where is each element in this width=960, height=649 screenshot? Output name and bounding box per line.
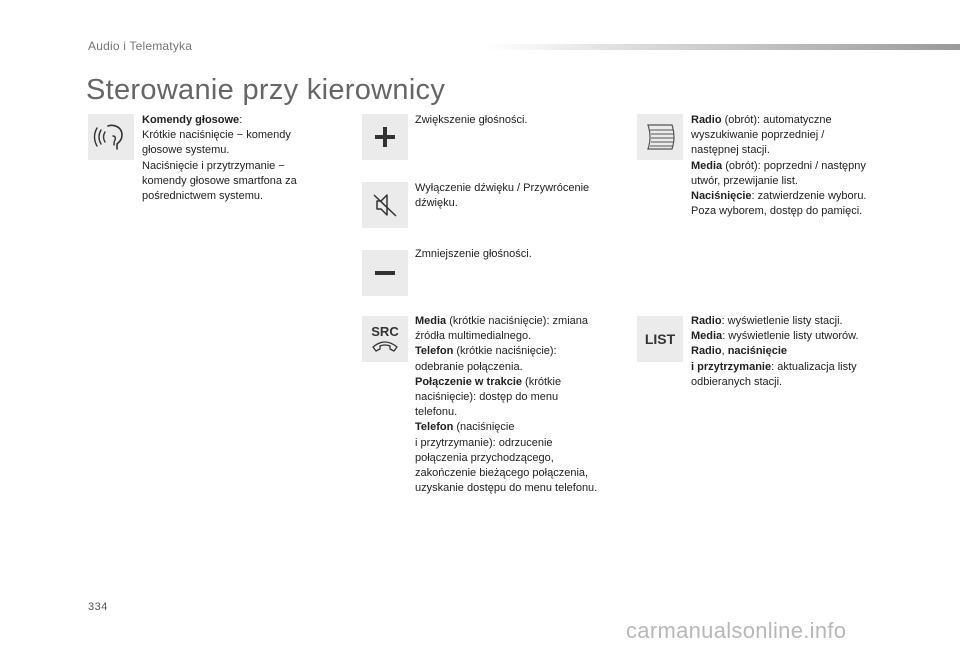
text-segment: : wyświetlenie listy stacji. bbox=[721, 315, 843, 327]
text-segment: dźwięku. bbox=[415, 197, 458, 210]
text-segment: źródła multimedialnego. bbox=[415, 330, 532, 343]
text-segment: (krótkie naciśnięcie): zmiana bbox=[446, 315, 589, 327]
text-line bbox=[691, 344, 901, 359]
text-segment: wyszukiwanie poprzedniej / bbox=[691, 129, 825, 142]
text-line bbox=[415, 405, 630, 420]
text-line bbox=[415, 181, 625, 196]
text-line bbox=[415, 466, 630, 481]
text-segment: następnej stacji. bbox=[691, 144, 770, 157]
text-line bbox=[415, 360, 630, 375]
text-segment: : aktualizacja listy bbox=[771, 360, 857, 373]
section-header: Audio i Telematyka bbox=[88, 39, 193, 53]
text-segment: (obrót): poprzedni / następny bbox=[722, 159, 866, 172]
page-number: 334 bbox=[88, 601, 108, 613]
text-line bbox=[691, 204, 901, 219]
text-line bbox=[415, 196, 625, 211]
src-icon-label: SRC bbox=[371, 324, 399, 339]
text-line bbox=[142, 113, 332, 128]
text-segment: : zatwierdzenie wyboru. bbox=[751, 190, 867, 203]
text-line bbox=[142, 174, 332, 189]
minus-icon bbox=[362, 250, 408, 296]
text-line bbox=[415, 481, 630, 496]
text-segment: komendy głosowe smartfona za bbox=[142, 174, 297, 187]
list-description bbox=[691, 314, 901, 390]
text-segment: : bbox=[239, 114, 243, 126]
mute-description bbox=[415, 181, 625, 211]
text-line bbox=[691, 314, 901, 329]
text-line bbox=[415, 247, 625, 262]
text-line bbox=[415, 420, 630, 435]
list-icon bbox=[637, 316, 683, 362]
text-line bbox=[415, 329, 630, 344]
text-segment: Wyłączenie dźwięku / Przywrócenie bbox=[415, 182, 590, 194]
text-line bbox=[415, 390, 630, 405]
text-line bbox=[691, 143, 901, 158]
bold-term: Media bbox=[415, 315, 447, 327]
bold-term: Telefon bbox=[415, 421, 454, 434]
text-segment: odbieranych stacji. bbox=[691, 375, 783, 388]
voice-command-icon bbox=[88, 114, 134, 160]
bold-term: Radio bbox=[691, 345, 722, 358]
bold-term: Media bbox=[691, 159, 723, 172]
text-segment: , bbox=[721, 345, 728, 358]
mute-icon bbox=[362, 182, 408, 228]
text-line bbox=[691, 375, 901, 390]
text-line bbox=[415, 451, 630, 466]
page-title: Sterowanie przy kierownicy bbox=[86, 74, 446, 106]
text-line bbox=[691, 360, 901, 375]
bold-term: naciśnięcie bbox=[727, 345, 788, 358]
text-line bbox=[691, 329, 901, 344]
text-line bbox=[415, 113, 625, 128]
text-segment: naciśnięcie): dostęp do menu bbox=[415, 391, 559, 404]
text-line bbox=[691, 128, 901, 143]
text-segment: głosowe systemu. bbox=[142, 144, 230, 157]
text-line bbox=[691, 189, 901, 204]
list-icon-label: LIST bbox=[644, 331, 676, 347]
text-line bbox=[415, 375, 630, 390]
text-segment: (naciśnięcie bbox=[453, 421, 515, 434]
text-segment: (obrót): automatyczne bbox=[721, 114, 832, 126]
text-line bbox=[415, 314, 630, 329]
text-segment: Poza wyborem, dostęp do pamięci. bbox=[691, 205, 863, 218]
text-segment: telefonu. bbox=[415, 406, 458, 419]
bold-term: Telefon bbox=[415, 345, 454, 358]
bold-term: Media bbox=[691, 330, 723, 343]
volume-down-description bbox=[415, 247, 625, 262]
text-segment: utwór, przewijanie list. bbox=[691, 174, 798, 187]
text-segment: (krótkie bbox=[522, 375, 562, 388]
bold-term: Połączenie w trakcie bbox=[415, 375, 522, 388]
text-segment: pośrednictwem systemu. bbox=[142, 190, 264, 203]
header-divider bbox=[487, 44, 960, 50]
text-segment: : wyświetlenie listy utworów. bbox=[722, 330, 859, 343]
text-segment: (krótkie naciśnięcie): bbox=[453, 345, 557, 358]
bold-term: Naciśnięcie bbox=[691, 190, 752, 203]
watermark: carmanualsonline.info bbox=[626, 618, 847, 643]
src-phone-icon bbox=[362, 316, 408, 362]
bold-term: Radio bbox=[691, 315, 722, 327]
bold-term: i przytrzymanie bbox=[691, 360, 772, 373]
text-line bbox=[142, 189, 332, 204]
plus-icon bbox=[362, 114, 408, 160]
text-line bbox=[691, 113, 901, 128]
thumbwheel-description bbox=[691, 113, 901, 219]
bold-term: Radio bbox=[691, 114, 722, 126]
text-segment: uzyskanie dostępu do menu telefonu. bbox=[415, 482, 598, 495]
text-segment: zakończenie bieżącego połączenia, bbox=[415, 467, 589, 480]
text-segment: połączenia przychodzącego, bbox=[415, 451, 554, 464]
text-segment: Naciśnięcie i przytrzymanie − bbox=[142, 159, 285, 172]
thumbwheel-icon bbox=[637, 114, 683, 160]
text-line bbox=[691, 174, 901, 189]
src-description bbox=[415, 314, 630, 496]
text-line bbox=[142, 143, 332, 158]
text-segment: Krótkie naciśnięcie − komendy bbox=[142, 129, 291, 142]
bold-term: Komendy głosowe bbox=[142, 114, 240, 126]
voice-command-description bbox=[142, 113, 332, 204]
text-segment: i przytrzymanie): odrzucenie bbox=[415, 436, 553, 449]
text-segment: Zwiększenie głośności. bbox=[415, 114, 528, 126]
volume-up-description bbox=[415, 113, 625, 128]
text-line bbox=[142, 159, 332, 174]
text-line bbox=[142, 128, 332, 143]
text-line bbox=[415, 344, 630, 359]
text-line bbox=[691, 159, 901, 174]
text-segment: Zmniejszenie głośności. bbox=[415, 248, 532, 260]
text-line bbox=[415, 436, 630, 451]
text-segment: odebranie połączenia. bbox=[415, 360, 523, 373]
